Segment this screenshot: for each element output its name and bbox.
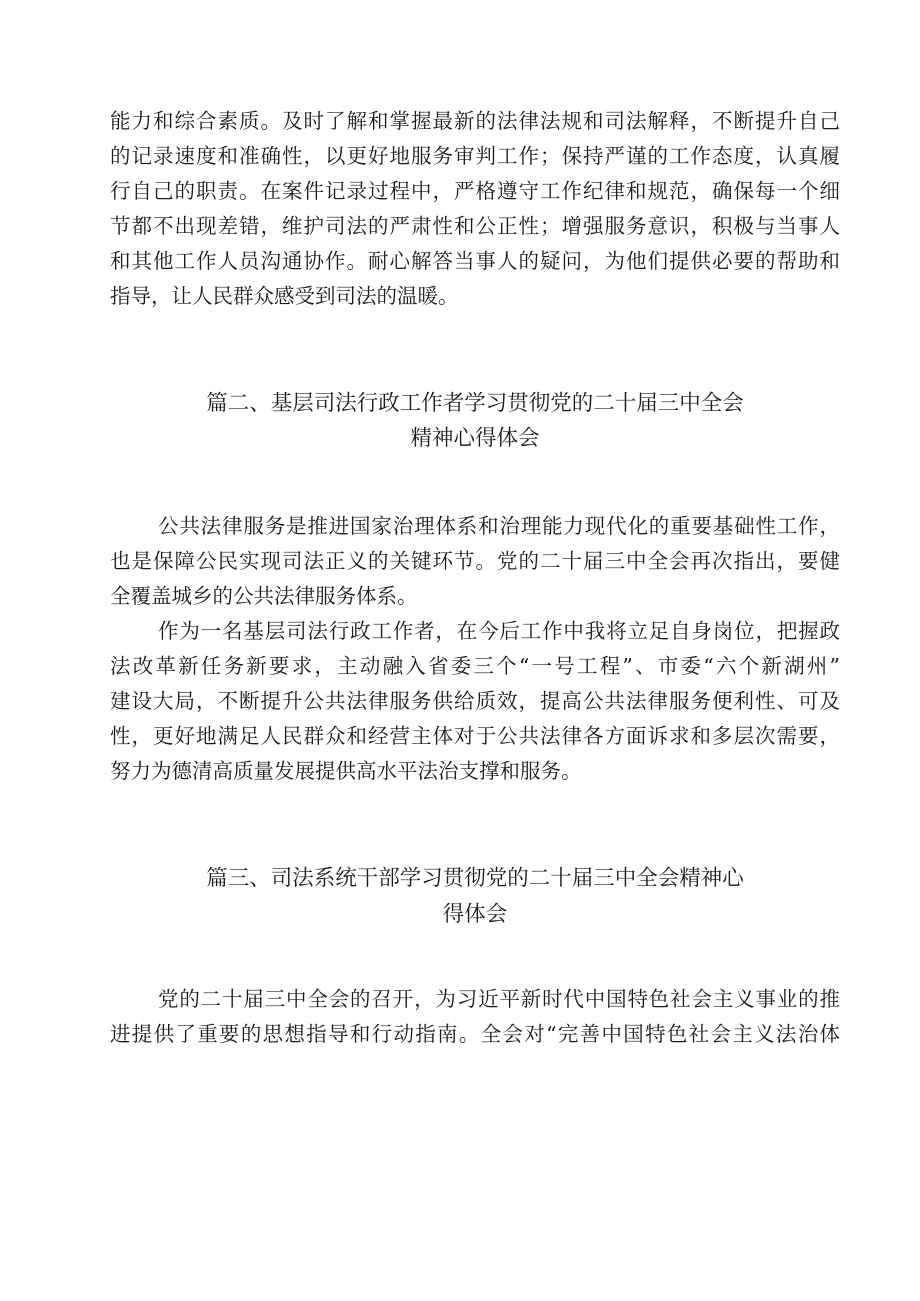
text-line: 法改革新任务新要求，主动融入省委三个“一号工程”、市委“六个新湖州” [110, 654, 840, 678]
text-line: 和其他工作人员沟通协作。耐心解答当事人的疑问，为他们提供必要的帮助和 [110, 249, 840, 273]
text-line: 能力和综合素质。及时了解和掌握最新的法律法规和司法解释，不断提升自己 [110, 109, 840, 133]
text-line: 党的二十届三中全会的召开，为习近平新时代中国特色社会主义事业的推 [158, 987, 840, 1011]
text-line: 节都不出现差错，维护司法的严肃性和公正性；增强服务意识，积极与当事人 [110, 214, 840, 238]
text-line: 指导，让人民群众感受到司法的温暖。 [110, 284, 459, 308]
text-line: 作为一名基层司法行政工作者，在今后工作中我将立足自身岗位，把握政 [158, 619, 840, 643]
section2-title-line2: 精神心得体会 [410, 426, 540, 451]
text-line: 建设大局，不断提升公共法律服务供给质效，提高公共法律服务便利性、可及 [110, 689, 840, 713]
text-line: 公共法律服务是推进国家治理体系和治理能力现代化的重要基础性工作， [158, 514, 840, 538]
text-line: 全覆盖城乡的公共法律服务体系。 [110, 584, 418, 608]
section2-title-line1: 篇二、基层司法行政工作者学习贯彻党的二十届三中全会 [206, 391, 744, 416]
text-line: 行自己的职责。在案件记录过程中，严格遵守工作纪律和规范，确保每一个细 [110, 179, 840, 203]
text-line: 也是保障公民实现司法正义的关键环节。党的二十届三中全会再次指出，要健 [110, 549, 840, 573]
section3-title-line2: 得体会 [442, 902, 508, 927]
text-line: 进提供了重要的思想指导和行动指南。全会对“完善中国特色社会主义法治体 [110, 1022, 840, 1046]
text-line: 努力为德清高质量发展提供高水平法治支撑和服务。 [110, 759, 582, 783]
text-line: 性，更好地满足人民群众和经营主体对于公共法律各方面诉求和多层次需要， [110, 724, 840, 748]
section3-title-line1: 篇三、司法系统干部学习贯彻党的二十届三中全会精神心 [206, 866, 744, 891]
text-line: 的记录速度和准确性，以更好地服务审判工作；保持严谨的工作态度，认真履 [110, 144, 840, 168]
